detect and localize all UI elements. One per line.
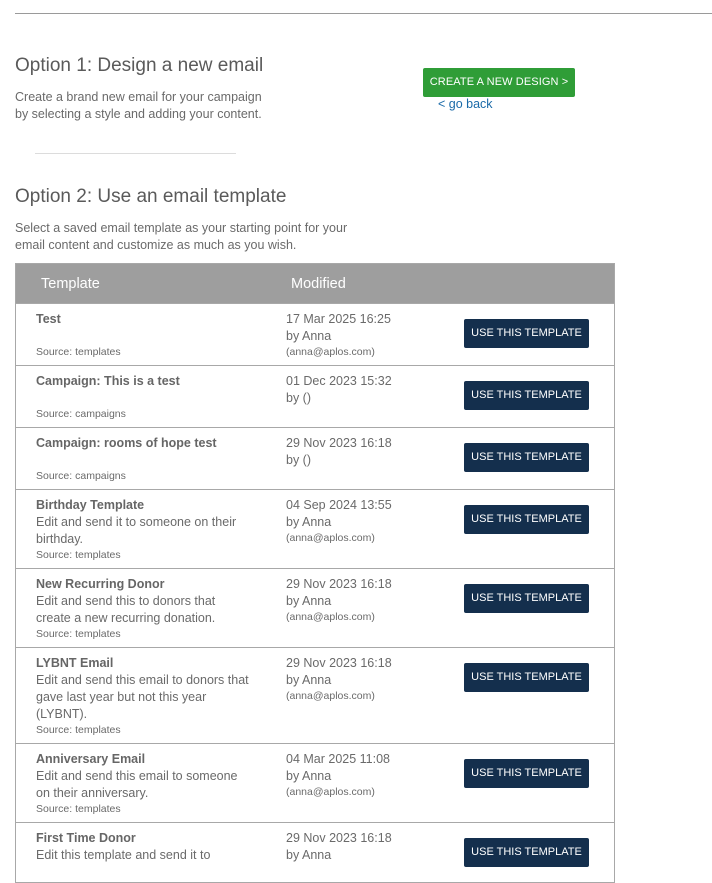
- template-info: [36, 655, 251, 723]
- table-row: [16, 568, 614, 647]
- column-header-template: Template: [41, 276, 100, 292]
- template-name: First Time Donor: [36, 831, 136, 845]
- modified-email: (anna@aplos.com): [286, 532, 375, 544]
- create-new-design-button[interactable]: CREATE A NEW DESIGN >: [423, 68, 575, 97]
- template-info: [36, 311, 251, 328]
- use-template-button[interactable]: USE THIS TEMPLATE: [464, 584, 589, 613]
- modified-email: (anna@aplos.com): [286, 690, 375, 702]
- top-divider: [15, 13, 712, 14]
- template-name: Birthday Template: [36, 498, 145, 512]
- template-name: Campaign: rooms of hope test: [36, 436, 217, 450]
- modified-date: 29 Nov 2023 16:18: [286, 436, 392, 450]
- template-source: Source: templates: [36, 549, 121, 561]
- modified-date: 29 Nov 2023 16:18: [286, 577, 392, 591]
- table-row: [16, 743, 614, 822]
- modified-info: [286, 373, 446, 407]
- modified-by: by Anna: [286, 769, 332, 783]
- table-row: [16, 365, 614, 427]
- use-template-button[interactable]: USE THIS TEMPLATE: [464, 663, 589, 692]
- template-name: Test: [36, 312, 61, 326]
- modified-date: 04 Mar 2025 11:08: [286, 752, 391, 766]
- template-info: [36, 576, 251, 627]
- use-template-button[interactable]: USE THIS TEMPLATE: [464, 838, 589, 867]
- modified-by: by Anna: [286, 673, 332, 687]
- modified-by: by Anna: [286, 515, 332, 529]
- modified-by: by (): [286, 391, 311, 405]
- modified-date: 01 Dec 2023 15:32: [286, 374, 392, 388]
- modified-email: (anna@aplos.com): [286, 611, 375, 623]
- option2-title: Option 2: Use an email template: [15, 186, 287, 207]
- templates-table: [15, 263, 615, 883]
- modified-date: 29 Nov 2023 16:18: [286, 831, 392, 845]
- template-source: Source: templates: [36, 628, 121, 640]
- modified-info: [286, 311, 446, 360]
- template-name: LYBNT Email: [36, 656, 114, 670]
- template-name: Anniversary Email: [36, 752, 146, 766]
- modified-email: (anna@aplos.com): [286, 346, 375, 358]
- column-header-modified: Modified: [291, 276, 346, 292]
- modified-email: (anna@aplos.com): [286, 786, 375, 798]
- modified-info: [286, 655, 446, 704]
- modified-info: [286, 435, 446, 469]
- template-info: [36, 830, 251, 864]
- modified-date: 29 Nov 2023 16:18: [286, 656, 392, 670]
- template-description: Edit and send this to donors that create a new recurring donation.: [36, 594, 216, 625]
- template-source: Source: campaigns: [36, 470, 126, 482]
- template-description: Edit this template and send it to: [36, 848, 211, 862]
- option2-description: Select a saved email template as your starting point for your email content and customize as much as you wish.: [15, 221, 348, 252]
- template-source: Source: campaigns: [36, 408, 126, 420]
- template-source: Source: templates: [36, 346, 121, 358]
- modified-by: by (): [286, 453, 311, 467]
- modified-info: [286, 576, 446, 625]
- use-template-button[interactable]: USE THIS TEMPLATE: [464, 381, 589, 410]
- modified-info: [286, 830, 446, 864]
- table-row: [16, 647, 614, 743]
- table-row: [16, 489, 614, 568]
- template-description: Edit and send this email to someone on their anniversary.: [36, 769, 238, 800]
- section-divider: [35, 153, 236, 154]
- template-name: New Recurring Donor: [36, 577, 165, 591]
- option1-description: Create a brand new email for your campaign by selecting a style and adding your content.: [15, 90, 262, 121]
- template-name: Campaign: This is a test: [36, 374, 180, 388]
- table-row: [16, 822, 614, 882]
- template-info: [36, 435, 251, 452]
- modified-info: [286, 497, 446, 546]
- template-description: Edit and send it to someone on their birthday.: [36, 515, 237, 546]
- modified-date: 17 Mar 2025 16:25: [286, 312, 391, 326]
- modified-date: 04 Sep 2024 13:55: [286, 498, 392, 512]
- template-source: Source: templates: [36, 803, 121, 815]
- template-info: [36, 751, 251, 802]
- template-source: Source: templates: [36, 724, 121, 736]
- modified-by: by Anna: [286, 848, 332, 862]
- template-info: [36, 497, 251, 548]
- modified-by: by Anna: [286, 329, 332, 343]
- use-template-button[interactable]: USE THIS TEMPLATE: [464, 505, 589, 534]
- use-template-button[interactable]: USE THIS TEMPLATE: [464, 319, 589, 348]
- go-back-link[interactable]: < go back: [438, 97, 493, 111]
- template-info: [36, 373, 251, 390]
- table-header: [16, 264, 614, 303]
- table-row: [16, 303, 614, 365]
- modified-info: [286, 751, 446, 800]
- modified-by: by Anna: [286, 594, 332, 608]
- use-template-button[interactable]: USE THIS TEMPLATE: [464, 443, 589, 472]
- table-row: [16, 427, 614, 489]
- option1-title: Option 1: Design a new email: [15, 55, 264, 76]
- use-template-button[interactable]: USE THIS TEMPLATE: [464, 759, 589, 788]
- template-description: Edit and send this email to donors that gave last year but not this year (LYBNT).: [36, 673, 249, 721]
